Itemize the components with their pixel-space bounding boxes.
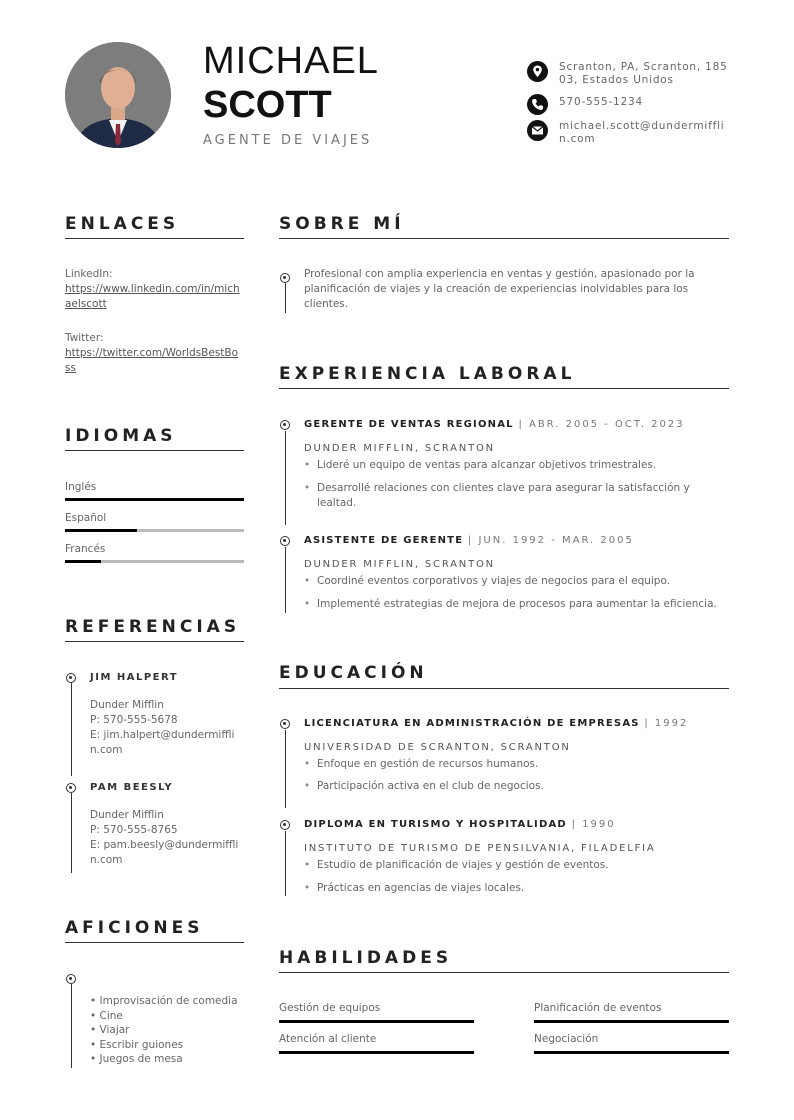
job-bullet: • Implementé estrategias de mejora de procesos para aumentar la eficiencia. — [317, 597, 727, 612]
hobbies-list — [90, 994, 250, 1067]
timeline-dot — [280, 536, 290, 546]
education-bullet: • Enfoque en gestión de recursos humanos. — [317, 757, 722, 772]
skill-level-bar — [534, 1020, 729, 1023]
skill-level-fill — [534, 1051, 729, 1054]
hobby-item: • Cine — [90, 1009, 123, 1022]
language-level-bar — [65, 560, 244, 563]
language-level-fill — [65, 560, 101, 563]
link-twitter-url[interactable]: https://twitter.com/WorldsBestBoss — [65, 347, 239, 374]
link-twitter-label: Twitter: — [65, 332, 104, 344]
about-heading: SOBRE MÍ — [279, 214, 405, 234]
education-bullet: • Participación activa en el club de negocios. — [317, 779, 722, 794]
phone-icon — [527, 94, 548, 115]
experience-timeline — [285, 431, 286, 525]
reference-company: Dunder Mifflin — [90, 809, 164, 821]
skills-heading: HABILIDADES — [279, 948, 453, 968]
timeline-dot — [280, 273, 290, 283]
phone-row — [527, 94, 737, 116]
education-heading: EDUCACIÓN — [279, 663, 428, 683]
skill-name: Atención al cliente — [279, 1033, 377, 1045]
about-rule — [279, 238, 729, 239]
reference-timeline — [71, 683, 72, 776]
skill-level-bar — [279, 1051, 474, 1054]
job-dates: | JUN. 1992 - MAR. 2005 — [467, 535, 634, 546]
hobby-item: • Viajar — [90, 1024, 130, 1037]
links-rule — [65, 238, 244, 239]
reference-phone: P: 570-555-8765 — [90, 824, 178, 836]
job-bullet: • Lideré un equipo de ventas para alcanzar objetivos trimestrales. — [317, 458, 722, 473]
skill-level-bar — [279, 1020, 474, 1023]
school-name: UNIVERSIDAD DE SCRANTON, SCRANTON — [304, 742, 571, 753]
skills-rule — [279, 972, 729, 973]
reference-details — [90, 698, 242, 758]
skill-level-bar — [534, 1051, 729, 1054]
hobbies-rule — [65, 942, 244, 943]
timeline-dot — [280, 420, 290, 430]
degree-title: LICENCIATURA EN ADMINISTRACIÓN DE EMPRESAS | 1992 — [304, 718, 689, 729]
job-role: AGENTE DE VIAJES — [203, 133, 373, 148]
about-timeline — [285, 283, 286, 313]
job-bullet: • Desarrollé relaciones con clientes clave para asegurar la satisfacción y lealtad. — [317, 481, 722, 511]
link-linkedin-url[interactable]: https://www.linkedin.com/in/michaelscott — [65, 283, 240, 310]
education-timeline — [285, 730, 286, 808]
education-bullet: • Prácticas en agencias de viajes locales. — [317, 881, 722, 896]
skill-level-fill — [279, 1051, 474, 1054]
timeline-dot — [66, 974, 76, 984]
reference-email: E: pam.beesly@dundermifflin.com — [90, 839, 239, 866]
job-dates: | ABR. 2005 - OCT. 2023 — [518, 419, 685, 430]
mail-icon — [527, 120, 548, 141]
hobbies-timeline — [71, 984, 72, 1068]
skill-level-fill — [279, 1020, 474, 1023]
skill-level-fill — [534, 1020, 729, 1023]
degree-dates: | 1992 — [644, 718, 689, 729]
last-name: SCOTT — [203, 84, 332, 126]
address-row — [527, 61, 737, 91]
job-bullet: • Coordiné eventos corporativos y viajes de negocios para el equipo. — [317, 574, 727, 589]
reference-company: Dunder Mifflin — [90, 699, 164, 711]
languages-heading: IDIOMAS — [65, 426, 177, 446]
reference-name: JIM HALPERT — [90, 672, 179, 683]
school-name: INSTITUTO DE TURISMO DE PENSILVANIA, FILADELFIA — [304, 843, 656, 854]
references-heading: REFERENCIAS — [65, 617, 241, 637]
email-text: michael.scott@dundermifflin.com — [559, 120, 725, 145]
address-text: Scranton, PA, Scranton, 18503, Estados Unidos — [559, 61, 728, 86]
phone-text: 570-555-1234 — [559, 96, 643, 108]
timeline-dot — [280, 820, 290, 830]
skill-name: Planificación de eventos — [534, 1002, 662, 1014]
education-rule — [279, 688, 729, 689]
hobby-item: • Improvisación de comedia — [90, 995, 238, 1007]
first-name: MICHAEL — [203, 40, 379, 82]
reference-name: PAM BEESLY — [90, 782, 174, 793]
references-rule — [65, 641, 244, 642]
language-level-bar — [65, 498, 244, 501]
timeline-dot — [66, 673, 76, 683]
language-name: Inglés — [65, 481, 97, 493]
hobby-item: • Escribir guiones — [90, 1038, 184, 1051]
languages-rule — [65, 450, 244, 451]
experience-timeline — [285, 547, 286, 613]
link-twitter — [65, 331, 243, 376]
language-level-fill — [65, 498, 244, 501]
job-title: GERENTE DE VENTAS REGIONAL | ABR. 2005 - OCT. 2023 — [304, 419, 685, 430]
language-name: Español — [65, 512, 107, 524]
skill-name: Negociación — [534, 1033, 599, 1045]
email-row — [527, 120, 737, 150]
experience-rule — [279, 388, 729, 389]
about-text: Profesional con amplia experiencia en ventas y gestión, apasionado por la planificación de viajes y la creación de experiencias inolvidables para los clientes. — [304, 268, 695, 310]
links-heading: ENLACES — [65, 214, 180, 234]
experience-heading: EXPERIENCIA LABORAL — [279, 364, 576, 384]
skill-name: Gestión de equipos — [279, 1002, 381, 1014]
link-linkedin — [65, 267, 243, 312]
profile-photo — [65, 42, 171, 148]
reference-phone: P: 570-555-5678 — [90, 714, 178, 726]
education-bullet: • Estudio de planificación de viajes y gestión de eventos. — [317, 858, 722, 873]
location-pin-icon — [527, 61, 548, 82]
education-timeline — [285, 831, 286, 896]
language-name: Francés — [65, 543, 106, 555]
hobby-item: • Juegos de mesa — [90, 1053, 183, 1066]
degree-dates: | 1990 — [571, 819, 616, 830]
language-level-fill — [65, 529, 137, 532]
link-linkedin-label: LinkedIn: — [65, 268, 113, 280]
timeline-dot — [280, 719, 290, 729]
timeline-dot — [66, 783, 76, 793]
hobbies-heading: AFICIONES — [65, 918, 204, 938]
reference-email: E: jim.halpert@dundermifflin.com — [90, 729, 235, 756]
reference-details — [90, 808, 242, 868]
degree-title: DIPLOMA EN TURISMO Y HOSPITALIDAD | 1990 — [304, 819, 616, 830]
job-title: ASISTENTE DE GERENTE | JUN. 1992 - MAR. 2005 — [304, 535, 634, 546]
reference-timeline — [71, 793, 72, 873]
language-level-bar — [65, 529, 244, 532]
job-company: DUNDER MIFFLIN, SCRANTON — [304, 443, 495, 454]
job-company: DUNDER MIFFLIN, SCRANTON — [304, 559, 495, 570]
